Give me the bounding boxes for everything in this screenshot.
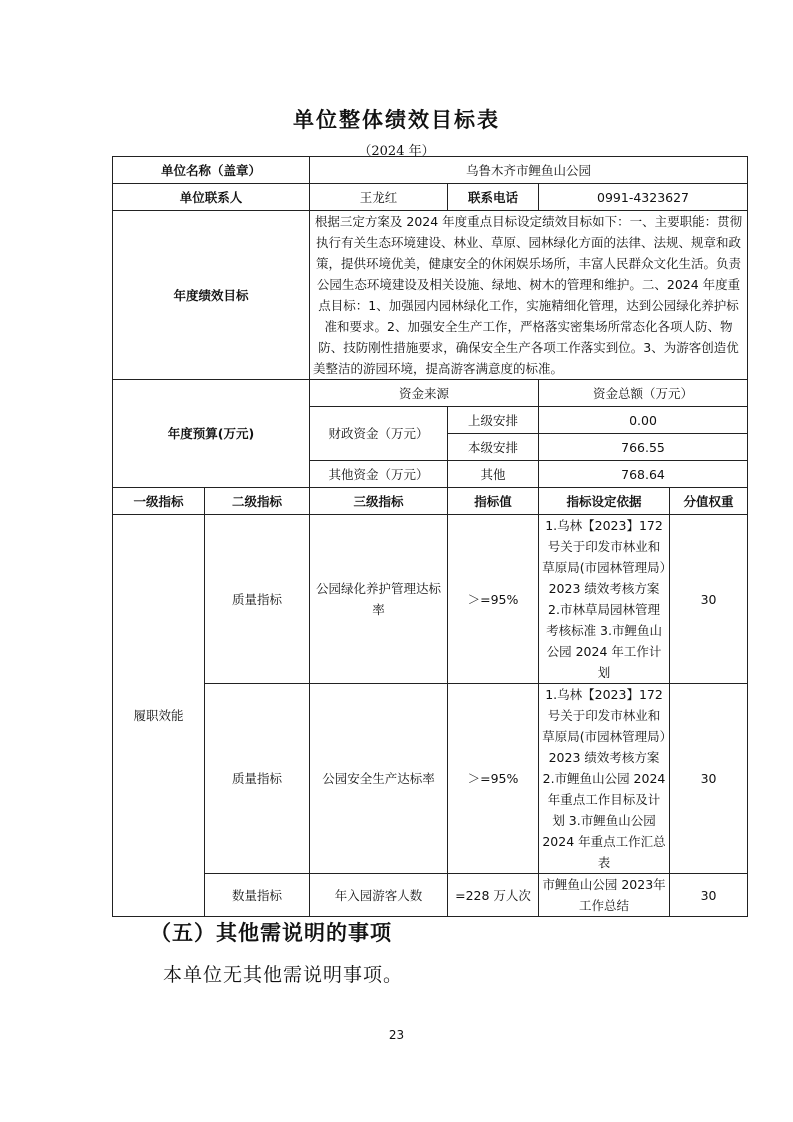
upper-allocation-label: 上级安排 xyxy=(448,407,539,434)
level1-indicator: 履职效能 xyxy=(113,515,205,917)
annual-goal-text: 根据三定方案及 2024 年度重点目标设定绩效目标如下：一、主要职能：贯彻执行有关生态环境建设、林业、草原、园林绿化方面的法律、法规、规章和政策，提供环境优美，健康安全的休闲娱乐场所，丰富人民群众文化生活。负责公园生态环境建设及相关设施、绿地、树木的管理和维护。二、2024 年度重点目标：1、加强园内园林绿化工作，实施精细化管理，达到公园绿化养护标准和要求。2、加强安全生产工作，严格落实密集场所常态化各项人防、物防、技防刚性措施要求，确保安全生产各项工作落实到位。3、为游客创造优美整洁的游园环境，提高游客满意度的标准。 xyxy=(310,211,748,380)
table-year: （2024 年） xyxy=(358,144,435,159)
fiscal-fund-label: 财政资金（万元） xyxy=(310,407,448,461)
table-row xyxy=(113,515,748,684)
header-basis: 指标设定依据 xyxy=(539,488,670,515)
section-heading: （五）其他需说明的事项 xyxy=(150,920,392,945)
header-value: 指标值 xyxy=(448,488,539,515)
level2-indicator: 质量指标 xyxy=(205,515,310,684)
phone-label: 联系电话 xyxy=(448,184,539,211)
indicator-header-row xyxy=(113,488,748,515)
table-title: 单位整体绩效目标表 xyxy=(293,107,500,132)
fund-source-header: 资金来源 xyxy=(310,380,539,407)
fund-total-header: 资金总额（万元） xyxy=(539,380,748,407)
header-level1: 一级指标 xyxy=(113,488,205,515)
indicator-value: ＞=95% xyxy=(448,684,539,874)
annual-goal-label: 年度绩效目标 xyxy=(113,211,310,380)
local-allocation-value: 766.55 xyxy=(539,434,748,461)
contact-value: 王龙红 xyxy=(310,184,448,211)
table-row xyxy=(113,684,748,874)
table-row xyxy=(113,211,748,380)
other-sub-label: 其他 xyxy=(448,461,539,488)
local-allocation-label: 本级安排 xyxy=(448,434,539,461)
indicator-weight: 30 xyxy=(670,684,748,874)
level3-indicator: 公园绿化养护管理达标率 xyxy=(310,515,448,684)
level3-indicator: 年入园游客人数 xyxy=(310,874,448,917)
table-row xyxy=(113,157,748,184)
unit-name-value: 乌鲁木齐市鲤鱼山公园 xyxy=(310,157,748,184)
section-text: 本单位无其他需说明事项。 xyxy=(163,964,404,986)
unit-name-label: 单位名称（盖章） xyxy=(113,157,310,184)
upper-allocation-value: 0.00 xyxy=(539,407,748,434)
level2-indicator: 数量指标 xyxy=(205,874,310,917)
page-number: 23 xyxy=(388,1028,405,1042)
indicator-weight: 30 xyxy=(670,515,748,684)
table-row xyxy=(113,184,748,211)
header-level3: 三级指标 xyxy=(310,488,448,515)
budget-label: 年度预算(万元) xyxy=(113,380,310,488)
indicator-value: =228 万人次 xyxy=(448,874,539,917)
header-level2: 二级指标 xyxy=(205,488,310,515)
level3-indicator: 公园安全生产达标率 xyxy=(310,684,448,874)
table-row xyxy=(113,874,748,917)
other-fund-label: 其他资金（万元） xyxy=(310,461,448,488)
indicator-basis: 市鲤鱼山公园 2023年工作总结 xyxy=(539,874,670,917)
phone-value: 0991-4323627 xyxy=(539,184,748,211)
other-fund-value: 768.64 xyxy=(539,461,748,488)
indicator-basis: 1.乌林【2023】172号关于印发市林业和草原局(市园林管理局）2023 绩效考核方案 2.市鲤鱼山公园 2024 年重点工作目标及计划 3.市鲤鱼山公园 2024 年重点工作汇总表 xyxy=(539,684,670,874)
indicator-basis: 1.乌林【2023】172号关于印发市林业和草原局(市园林管理局）2023 绩效考核方案 2.市林草局园林管理考核标准 3.市鲤鱼山公园 2024 年工作计划 xyxy=(539,515,670,684)
contact-label: 单位联系人 xyxy=(113,184,310,211)
level2-indicator: 质量指标 xyxy=(205,684,310,874)
indicator-value: ＞=95% xyxy=(448,515,539,684)
indicator-weight: 30 xyxy=(670,874,748,917)
table-row xyxy=(113,380,748,407)
performance-table xyxy=(112,156,748,917)
header-weight: 分值权重 xyxy=(670,488,748,515)
